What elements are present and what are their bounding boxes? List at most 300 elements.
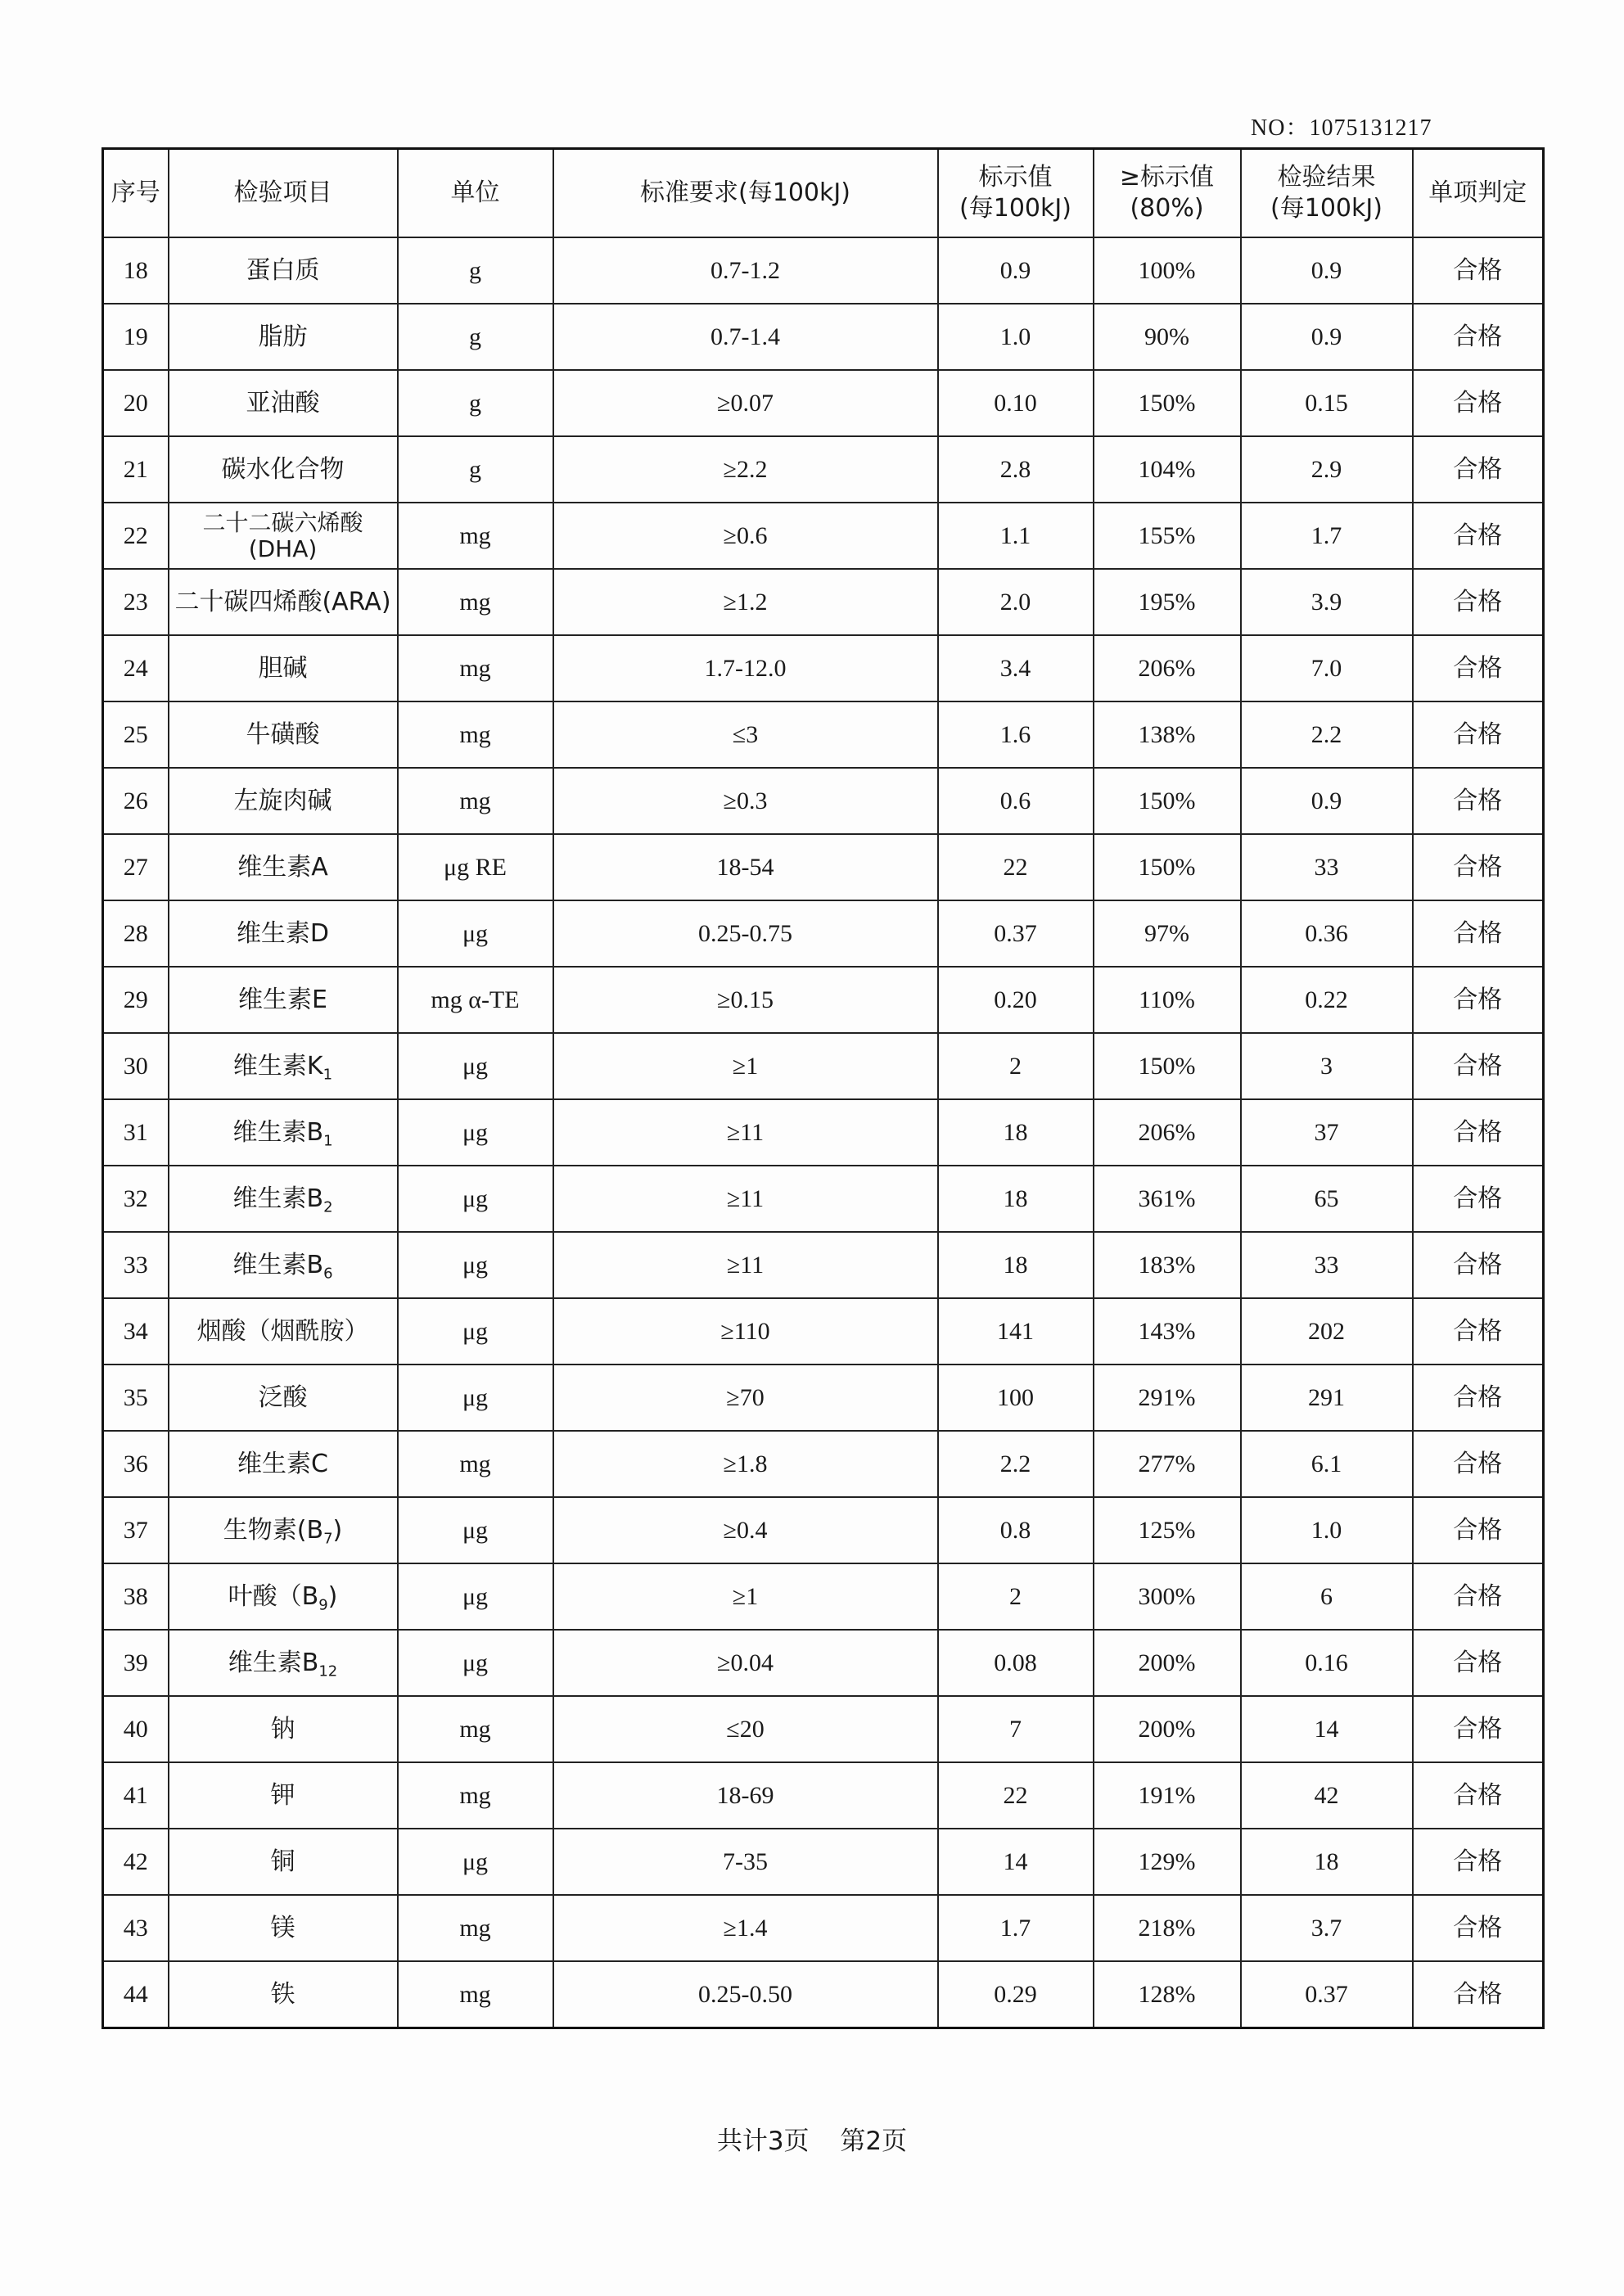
row-standard: 0.7-1.2 (553, 237, 938, 304)
row-labeled-value: 2.8 (938, 436, 1094, 503)
row-labeled-value: 2 (938, 1563, 1094, 1630)
row-item-name: 蛋白质 (246, 255, 320, 285)
row-labeled-value: 1.1 (938, 503, 1094, 569)
table-row (103, 1961, 1544, 2028)
row-standard: ≥1.8 (553, 1431, 938, 1497)
table-row (103, 1166, 1544, 1232)
row-labeled-value: 3.4 (938, 635, 1094, 701)
table-row (103, 1232, 1544, 1298)
row-standard: ≥0.3 (553, 768, 938, 834)
table-row (103, 1630, 1544, 1696)
row-item-name: 维生素A (237, 852, 328, 882)
row-item-suffix: ) (327, 1581, 338, 1611)
table-row (103, 900, 1544, 967)
row-seq: 42 (103, 1829, 169, 1895)
row-item (169, 1829, 398, 1895)
row-item (169, 900, 398, 967)
row-item-subscript: 1 (323, 1131, 333, 1149)
row-unit: μg (398, 1099, 553, 1166)
row-ratio: 150% (1094, 370, 1241, 436)
row-item (169, 1497, 398, 1563)
row-verdict: 合格 (1413, 1563, 1544, 1630)
row-result: 6.1 (1241, 1431, 1413, 1497)
table-row (103, 436, 1544, 503)
row-item (169, 1099, 398, 1166)
row-seq: 41 (103, 1762, 169, 1829)
table-body (103, 237, 1544, 2028)
row-item-subscript: 6 (323, 1264, 333, 1282)
row-ratio: 300% (1094, 1563, 1241, 1630)
row-labeled-value: 0.8 (938, 1497, 1094, 1563)
row-unit: μg (398, 1166, 553, 1232)
report-number: NO：1075131217 (1251, 115, 1432, 141)
row-standard: ≥0.6 (553, 503, 938, 569)
row-seq: 38 (103, 1563, 169, 1630)
row-verdict: 合格 (1413, 768, 1544, 834)
row-result: 0.9 (1241, 304, 1413, 370)
row-result: 14 (1241, 1696, 1413, 1762)
row-item (169, 436, 398, 503)
row-ratio: 155% (1094, 503, 1241, 569)
row-seq: 31 (103, 1099, 169, 1166)
row-unit: μg (398, 1563, 553, 1630)
row-result: 1.0 (1241, 1497, 1413, 1563)
row-verdict: 合格 (1413, 834, 1544, 900)
row-verdict: 合格 (1413, 503, 1544, 569)
row-standard: ≥110 (553, 1298, 938, 1365)
row-result: 291 (1241, 1365, 1413, 1431)
row-item (169, 1033, 398, 1099)
row-item-subscript: 2 (323, 1198, 333, 1216)
row-unit: μg (398, 1365, 553, 1431)
row-standard: 0.25-0.50 (553, 1961, 938, 2028)
row-ratio: 125% (1094, 1497, 1241, 1563)
row-verdict: 合格 (1413, 1033, 1544, 1099)
row-item-name: 维生素B (232, 1250, 324, 1279)
row-result: 6 (1241, 1563, 1413, 1630)
row-verdict: 合格 (1413, 1762, 1544, 1829)
row-seq: 34 (103, 1298, 169, 1365)
header-labeled-line1: 标示值 (978, 163, 1053, 192)
table-row (103, 1033, 1544, 1099)
row-seq: 36 (103, 1431, 169, 1497)
row-item (169, 1232, 398, 1298)
row-labeled-value: 18 (938, 1166, 1094, 1232)
row-item (169, 237, 398, 304)
row-standard: 0.7-1.4 (553, 304, 938, 370)
row-verdict: 合格 (1413, 635, 1544, 701)
row-unit: mg (398, 1696, 553, 1762)
row-item (169, 834, 398, 900)
row-unit: mg (398, 768, 553, 834)
row-item-name: 维生素C (237, 1449, 328, 1478)
row-item-name: 镁 (270, 1913, 295, 1942)
row-unit: μg (398, 1232, 553, 1298)
row-unit: mg (398, 1895, 553, 1961)
row-verdict: 合格 (1413, 967, 1544, 1033)
row-unit: mg (398, 503, 553, 569)
row-seq: 20 (103, 370, 169, 436)
row-ratio: 90% (1094, 304, 1241, 370)
header-result-line1: 检验结果 (1277, 163, 1376, 192)
row-ratio: 200% (1094, 1696, 1241, 1762)
row-unit: g (398, 370, 553, 436)
row-standard: ≥11 (553, 1232, 938, 1298)
row-result: 0.16 (1241, 1630, 1413, 1696)
table-row (103, 569, 1544, 635)
row-item (169, 1961, 398, 2028)
row-ratio: 195% (1094, 569, 1241, 635)
row-seq: 37 (103, 1497, 169, 1563)
row-ratio: 129% (1094, 1829, 1241, 1895)
row-standard: 1.7-12.0 (553, 635, 938, 701)
row-item-name: 钠 (270, 1714, 295, 1743)
row-result: 3.9 (1241, 569, 1413, 635)
row-unit: mg (398, 635, 553, 701)
row-ratio: 150% (1094, 834, 1241, 900)
row-item (169, 768, 398, 834)
row-seq: 40 (103, 1696, 169, 1762)
row-labeled-value: 14 (938, 1829, 1094, 1895)
row-seq: 28 (103, 900, 169, 967)
row-item (169, 1696, 398, 1762)
header-labeled-value (938, 149, 1094, 238)
table-row (103, 304, 1544, 370)
row-standard: 0.25-0.75 (553, 900, 938, 967)
row-ratio: 110% (1094, 967, 1241, 1033)
row-labeled-value: 2.2 (938, 1431, 1094, 1497)
row-seq: 22 (103, 503, 169, 569)
row-result: 202 (1241, 1298, 1413, 1365)
row-item-name: 二十二碳六烯酸 (202, 508, 363, 536)
table-row (103, 503, 1544, 569)
row-ratio: 183% (1094, 1232, 1241, 1298)
row-verdict: 合格 (1413, 1829, 1544, 1895)
table-row (103, 768, 1544, 834)
row-item (169, 1563, 398, 1630)
row-labeled-value: 0.10 (938, 370, 1094, 436)
row-standard: ≥2.2 (553, 436, 938, 503)
row-verdict: 合格 (1413, 436, 1544, 503)
row-unit: mg α-TE (398, 967, 553, 1033)
row-ratio: 191% (1094, 1762, 1241, 1829)
row-standard: ≥11 (553, 1166, 938, 1232)
row-verdict: 合格 (1413, 1696, 1544, 1762)
table-header-row (103, 149, 1544, 238)
row-item (169, 1431, 398, 1497)
row-item-name: 钾 (270, 1780, 295, 1810)
row-item (169, 569, 398, 635)
row-item-name: 维生素D (236, 918, 330, 948)
row-unit: g (398, 436, 553, 503)
row-labeled-value: 1.0 (938, 304, 1094, 370)
row-labeled-value: 1.6 (938, 701, 1094, 768)
row-result: 0.9 (1241, 768, 1413, 834)
row-seq: 33 (103, 1232, 169, 1298)
row-standard: ≥11 (553, 1099, 938, 1166)
table-row (103, 701, 1544, 768)
row-verdict: 合格 (1413, 569, 1544, 635)
row-result: 0.22 (1241, 967, 1413, 1033)
row-unit: μg (398, 1298, 553, 1365)
row-standard: 18-54 (553, 834, 938, 900)
table-row (103, 1696, 1544, 1762)
row-result: 33 (1241, 834, 1413, 900)
row-unit: g (398, 304, 553, 370)
row-item-name: 维生素B (232, 1117, 324, 1147)
row-seq: 19 (103, 304, 169, 370)
row-result: 3.7 (1241, 1895, 1413, 1961)
table-row (103, 1365, 1544, 1431)
header-standard: 标准要求(每100kJ) (553, 149, 938, 238)
row-unit: mg (398, 569, 553, 635)
page-footer (0, 2120, 1624, 2157)
row-ratio: 200% (1094, 1630, 1241, 1696)
row-verdict: 合格 (1413, 1365, 1544, 1431)
row-standard: ≤3 (553, 701, 938, 768)
row-verdict: 合格 (1413, 701, 1544, 768)
row-labeled-value: 0.08 (938, 1630, 1094, 1696)
table-row (103, 1895, 1544, 1961)
row-item (169, 967, 398, 1033)
row-standard: ≥0.15 (553, 967, 938, 1033)
header-result-line2: (每100kJ) (1270, 194, 1383, 223)
row-result: 1.7 (1241, 503, 1413, 569)
row-standard: ≥1 (553, 1033, 938, 1099)
row-seq: 39 (103, 1630, 169, 1696)
row-labeled-value: 0.6 (938, 768, 1094, 834)
row-item-name: 胆碱 (258, 653, 308, 683)
row-item-suffix: ) (332, 1515, 343, 1545)
row-seq: 27 (103, 834, 169, 900)
row-verdict: 合格 (1413, 1431, 1544, 1497)
row-seq: 35 (103, 1365, 169, 1431)
header-ratio (1094, 149, 1241, 238)
row-seq: 23 (103, 569, 169, 635)
row-item (169, 635, 398, 701)
row-standard: ≥1.2 (553, 569, 938, 635)
table-row (103, 370, 1544, 436)
table-row (103, 1563, 1544, 1630)
row-verdict: 合格 (1413, 1099, 1544, 1166)
row-ratio: 277% (1094, 1431, 1241, 1497)
row-item-name: 碳水化合物 (221, 454, 345, 484)
row-item-name: 叶酸（B (228, 1581, 319, 1611)
row-standard: ≥0.4 (553, 1497, 938, 1563)
row-item-subscript: 12 (318, 1662, 338, 1680)
row-seq: 44 (103, 1961, 169, 2028)
row-labeled-value: 7 (938, 1696, 1094, 1762)
row-item-name: 维生素E (238, 985, 327, 1014)
row-labeled-value: 0.29 (938, 1961, 1094, 2028)
row-labeled-value: 0.20 (938, 967, 1094, 1033)
row-item (169, 370, 398, 436)
row-unit: μg (398, 1497, 553, 1563)
row-ratio: 150% (1094, 768, 1241, 834)
row-seq: 18 (103, 237, 169, 304)
row-ratio: 97% (1094, 900, 1241, 967)
inspection-table (102, 147, 1545, 2029)
row-verdict: 合格 (1413, 1630, 1544, 1696)
row-item-name: 亚油酸 (246, 388, 320, 417)
row-item-name: 铁 (270, 1979, 295, 2009)
table-row (103, 1298, 1544, 1365)
header-unit: 单位 (398, 149, 553, 238)
row-ratio: 150% (1094, 1033, 1241, 1099)
row-result: 2.2 (1241, 701, 1413, 768)
row-ratio: 218% (1094, 1895, 1241, 1961)
row-ratio: 291% (1094, 1365, 1241, 1431)
row-unit: mg (398, 701, 553, 768)
row-verdict: 合格 (1413, 900, 1544, 967)
row-item-name: 牛磺酸 (246, 719, 320, 749)
row-item (169, 1365, 398, 1431)
row-labeled-value: 18 (938, 1099, 1094, 1166)
table-row (103, 1099, 1544, 1166)
row-item-line2: (DHA) (248, 535, 318, 562)
row-item (169, 304, 398, 370)
row-ratio: 138% (1094, 701, 1241, 768)
row-item (169, 701, 398, 768)
row-item-name: 维生素K (232, 1051, 323, 1080)
row-item-name: 生物素(B (223, 1515, 324, 1545)
row-result: 33 (1241, 1232, 1413, 1298)
row-standard: ≥1 (553, 1563, 938, 1630)
row-seq: 25 (103, 701, 169, 768)
row-item-subscript: 9 (318, 1595, 328, 1613)
row-ratio: 100% (1094, 237, 1241, 304)
row-result: 0.15 (1241, 370, 1413, 436)
table-row (103, 1431, 1544, 1497)
row-verdict: 合格 (1413, 237, 1544, 304)
current-page: 第2页 (840, 2127, 908, 2156)
row-unit: μg (398, 1630, 553, 1696)
row-verdict: 合格 (1413, 304, 1544, 370)
row-ratio: 206% (1094, 635, 1241, 701)
row-verdict: 合格 (1413, 1895, 1544, 1961)
header-seq: 序号 (103, 149, 169, 238)
row-result: 65 (1241, 1166, 1413, 1232)
row-result: 0.9 (1241, 237, 1413, 304)
row-labeled-value: 0.37 (938, 900, 1094, 967)
row-seq: 24 (103, 635, 169, 701)
row-standard: 7-35 (553, 1829, 938, 1895)
row-result: 18 (1241, 1829, 1413, 1895)
row-unit: mg (398, 1431, 553, 1497)
row-result: 0.37 (1241, 1961, 1413, 2028)
row-item-name: 维生素B (228, 1648, 319, 1677)
row-labeled-value: 2 (938, 1033, 1094, 1099)
row-ratio: 128% (1094, 1961, 1241, 2028)
row-seq: 21 (103, 436, 169, 503)
row-labeled-value: 18 (938, 1232, 1094, 1298)
row-labeled-value: 22 (938, 834, 1094, 900)
row-item (169, 1630, 398, 1696)
row-standard: ≥0.07 (553, 370, 938, 436)
row-unit: μg (398, 1829, 553, 1895)
row-result: 37 (1241, 1099, 1413, 1166)
row-item (169, 1895, 398, 1961)
table-row (103, 834, 1544, 900)
row-seq: 30 (103, 1033, 169, 1099)
row-labeled-value: 141 (938, 1298, 1094, 1365)
row-seq: 29 (103, 967, 169, 1033)
table-row (103, 967, 1544, 1033)
row-unit: μg (398, 900, 553, 967)
row-ratio: 143% (1094, 1298, 1241, 1365)
table-row (103, 237, 1544, 304)
row-unit: mg (398, 1961, 553, 2028)
row-standard: ≤20 (553, 1696, 938, 1762)
header-verdict: 单项判定 (1413, 149, 1544, 238)
row-verdict: 合格 (1413, 1961, 1544, 2028)
table-row (103, 635, 1544, 701)
row-verdict: 合格 (1413, 370, 1544, 436)
row-result: 42 (1241, 1762, 1413, 1829)
row-item-name: 维生素B (232, 1184, 324, 1213)
row-item (169, 1166, 398, 1232)
row-unit: mg (398, 1762, 553, 1829)
row-labeled-value: 0.9 (938, 237, 1094, 304)
row-result: 2.9 (1241, 436, 1413, 503)
row-unit: μg (398, 1033, 553, 1099)
table-row (103, 1762, 1544, 1829)
table-row (103, 1829, 1544, 1895)
row-standard: ≥70 (553, 1365, 938, 1431)
row-item (169, 1762, 398, 1829)
header-labeled-line2: (每100kJ) (959, 194, 1071, 223)
row-item (169, 1298, 398, 1365)
row-item-name: 左旋肉碱 (233, 786, 332, 815)
row-verdict: 合格 (1413, 1298, 1544, 1365)
row-item-subscript: 7 (323, 1529, 333, 1547)
row-standard: 18-69 (553, 1762, 938, 1829)
header-result (1241, 149, 1413, 238)
row-seq: 32 (103, 1166, 169, 1232)
row-result: 7.0 (1241, 635, 1413, 701)
row-ratio: 361% (1094, 1166, 1241, 1232)
row-unit: μg RE (398, 834, 553, 900)
header-ratio-line1: ≥标示值 (1119, 163, 1215, 192)
table-row (103, 1497, 1544, 1563)
total-pages: 共计3页 (716, 2127, 810, 2156)
row-result: 0.36 (1241, 900, 1413, 967)
row-item-name: 脂肪 (258, 322, 308, 351)
row-labeled-value: 2.0 (938, 569, 1094, 635)
row-item-name: 烟酸（烟酰胺） (196, 1316, 369, 1346)
row-item-subscript: 1 (323, 1065, 333, 1083)
row-item-name: 二十碳四烯酸(ARA) (174, 587, 391, 616)
row-item-name: 铜 (270, 1847, 295, 1876)
row-seq: 26 (103, 768, 169, 834)
header-item: 检验项目 (169, 149, 398, 238)
row-labeled-value: 100 (938, 1365, 1094, 1431)
row-labeled-value: 1.7 (938, 1895, 1094, 1961)
row-result: 3 (1241, 1033, 1413, 1099)
header-ratio-line2: (80%) (1130, 194, 1204, 223)
row-verdict: 合格 (1413, 1166, 1544, 1232)
row-standard: ≥0.04 (553, 1630, 938, 1696)
row-verdict: 合格 (1413, 1232, 1544, 1298)
row-standard: ≥1.4 (553, 1895, 938, 1961)
row-item-name: 泛酸 (258, 1383, 308, 1412)
row-labeled-value: 22 (938, 1762, 1094, 1829)
row-verdict: 合格 (1413, 1497, 1544, 1563)
row-ratio: 206% (1094, 1099, 1241, 1166)
row-unit: g (398, 237, 553, 304)
row-seq: 43 (103, 1895, 169, 1961)
row-ratio: 104% (1094, 436, 1241, 503)
